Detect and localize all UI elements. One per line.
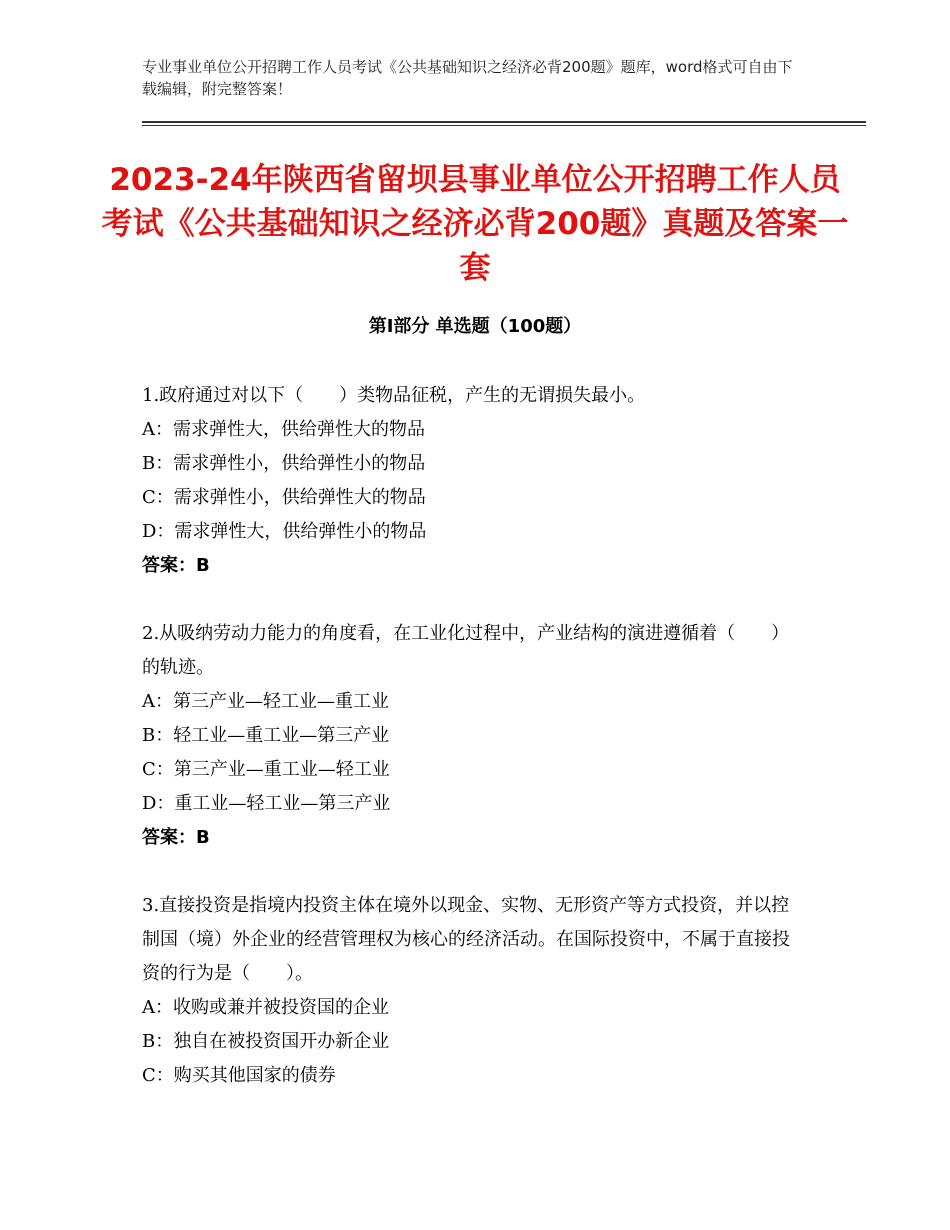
option-b: B：独自在被投资国开办新企业 [142,1031,390,1052]
question-stem: 1.政府通过对以下（ ）类物品征税，产生的无谓损失最小。 [142,385,646,406]
section-title: 第Ⅰ部分 单选题（100题） [368,316,582,337]
option-b: B：轻工业—重工业—第三产业 [142,725,390,746]
question-list [142,379,802,1127]
option-d: D：需求弹性大，供给弹性小的物品 [142,521,427,542]
option-a: A：收购或兼并被投资国的企业 [142,997,389,1018]
header-note: 专业事业单位公开招聘工作人员考试《公共基础知识之经济必背200题》题库，word格式可自由下载编辑，附完整答案！ [142,58,793,98]
header-divider-thin [142,125,866,126]
document-title: 2023-24年陕西省留坝县事业单位公开招聘工作人员考试《公共基础知识之经济必背200题》真题及答案一套 [101,162,849,286]
answer: 答案：B [142,827,210,848]
answer: 答案：B [142,555,210,576]
option-c: C：第三产业—重工业—轻工业 [142,759,390,780]
option-b: B：需求弹性小，供给弹性小的物品 [142,453,426,474]
question-stem: 2.从吸纳劳动力能力的角度看，在工业化过程中，产业结构的演进遵循着（ ）的轨迹。 [142,623,790,678]
header-divider [142,121,866,123]
option-c: C：需求弹性小，供给弹性大的物品 [142,487,426,508]
question-1 [142,379,802,583]
question-stem: 3.直接投资是指境内投资主体在境外以现金、实物、无形资产等方式投资，并以控制国（境）外企业的经营管理权为核心的经济活动。在国际投资中，不属于直接投资的行为是（ ）。 [142,895,790,984]
question-2 [142,617,802,855]
question-3 [142,889,802,1093]
option-a: A：第三产业—轻工业—重工业 [142,691,389,712]
option-a: A：需求弹性大，供给弹性大的物品 [142,419,425,440]
option-d: D：重工业—轻工业—第三产业 [142,793,391,814]
option-c: C：购买其他国家的债券 [142,1065,336,1086]
